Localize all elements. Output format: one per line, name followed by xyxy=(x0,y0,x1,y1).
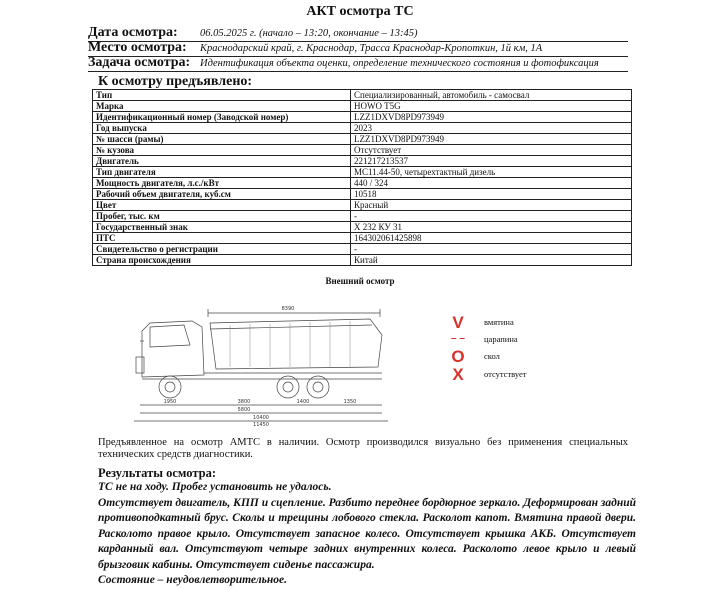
spec-key: Свидетельство о регистрации xyxy=(93,244,351,255)
spec-value: 221217213537 xyxy=(351,156,632,167)
spec-row xyxy=(93,156,632,167)
spec-row xyxy=(93,112,632,123)
truck-cab xyxy=(142,321,204,377)
spec-key: Цвет xyxy=(93,200,351,211)
spec-row xyxy=(93,101,632,112)
dim-label: 1350 xyxy=(343,399,357,405)
missing-x-icon: X xyxy=(452,365,464,384)
spec-value: Китай xyxy=(351,255,632,266)
spec-row xyxy=(93,178,632,189)
dim-label: 10400 xyxy=(253,415,269,421)
spec-value: MC11.44-50, четырехтактный дизель xyxy=(351,167,632,178)
document-title: АКТ осмотра ТС xyxy=(306,4,414,19)
header-value: 06.05.2025 г. (начало – 13:20, окончание – 13:45) xyxy=(200,28,418,39)
spec-key: Мощность двигателя, л.с./кВт xyxy=(93,178,351,189)
spec-value: 164302061425898 xyxy=(351,233,632,244)
spec-row xyxy=(93,167,632,178)
dim-label: 3800 xyxy=(237,399,251,405)
legend-item xyxy=(446,313,566,331)
truck-drawing xyxy=(120,295,410,427)
header-row-task xyxy=(88,56,628,72)
exterior-title: Внешний осмотр xyxy=(325,276,395,286)
spec-value: Отсутствует xyxy=(351,145,632,156)
results-block xyxy=(98,480,636,589)
results-line: Отсутствует двигатель, КПП и сцепление. Разбито переднее бордюрное зеркало. Деформирован задний противоподкатный брус. Сколы и трещины лобового стекла. Расколот капот. Вмятина правой двери. Расколото правое крыло. Отсутствует запасное колесо. Отсутствует крышка АКБ. Отсутствует карданный вал. Отсутствуют четыре задних внутренних колеса. Расколото левое крыло и левый брызговик кабины. Отсутствует сиденье пассажира. xyxy=(98,496,636,571)
header-value: Идентификация объекта оценки, определение технического состояния и фотофиксация xyxy=(200,58,599,69)
spec-value: Специализированный, автомобиль - самосвал xyxy=(351,90,632,101)
spec-key: Рабочий объем двигателя, куб.см xyxy=(93,189,351,200)
spec-row xyxy=(93,233,632,244)
dim-label: 1950 xyxy=(163,399,177,405)
spec-row xyxy=(93,123,632,134)
spec-key: Страна происхождения xyxy=(93,255,351,266)
dim-label: 11450 xyxy=(253,422,269,427)
spec-value: Красный xyxy=(351,200,632,211)
chip-circle-icon: O xyxy=(451,347,465,366)
spec-row xyxy=(93,134,632,145)
legend-text: скол xyxy=(484,351,500,361)
dent-v-icon: V xyxy=(452,313,464,332)
spec-key: Год выпуска xyxy=(93,123,351,134)
legend-item xyxy=(446,330,566,348)
header-label: Задача осмотра: xyxy=(88,55,191,70)
results-title: Результаты осмотра: xyxy=(98,466,216,480)
dump-body xyxy=(210,319,382,369)
spec-key: Двигатель xyxy=(93,156,351,167)
header-value: Краснодарский край, г. Краснодар, Трасса Краснодар-Кропоткин, 1й км, 1А xyxy=(200,43,543,54)
spec-row xyxy=(93,90,632,101)
spec-value: LZZ1DXVD8PD973949 xyxy=(351,134,632,145)
spec-key: № кузова xyxy=(93,145,351,156)
spec-key: Тип xyxy=(93,90,351,101)
spec-key: Тип двигателя xyxy=(93,167,351,178)
spec-row xyxy=(93,211,632,222)
legend-item xyxy=(446,347,566,365)
legend-text: вмятина xyxy=(484,317,514,327)
spec-row xyxy=(93,244,632,255)
legend-text: царапина xyxy=(484,334,518,344)
spec-value: 2023 xyxy=(351,123,632,134)
spec-value: 440 / 324 xyxy=(351,178,632,189)
spec-value: - xyxy=(351,244,632,255)
spec-row xyxy=(93,145,632,156)
spec-key: Марка xyxy=(93,101,351,112)
spec-value: Х 232 КУ 31 xyxy=(351,222,632,233)
spec-key: Идентификационный номер (Заводской номер) xyxy=(93,112,351,123)
dim-label: 8390 xyxy=(281,306,295,312)
legend-item xyxy=(446,365,566,383)
spec-row xyxy=(93,200,632,211)
spec-table xyxy=(92,89,632,266)
section-title: К осмотру предъявлено: xyxy=(98,74,253,89)
spec-row xyxy=(93,255,632,266)
scratch-dashes-icon: – – xyxy=(451,333,465,344)
dim-label: 1400 xyxy=(296,399,310,405)
spec-value: 10518 xyxy=(351,189,632,200)
spec-key: Государственный знак xyxy=(93,222,351,233)
spec-key: № шасси (рамы) xyxy=(93,134,351,145)
header-label: Место осмотра: xyxy=(88,40,187,55)
results-line: ТС не на ходу. Пробег установить не удалось. xyxy=(98,481,332,493)
spec-row xyxy=(93,222,632,233)
dim-label: 5800 xyxy=(237,407,251,413)
header-label: Дата осмотра: xyxy=(88,25,178,40)
results-line: Состояние – неудовлетворительное. xyxy=(98,574,288,586)
spec-key: ПТС xyxy=(93,233,351,244)
spec-value: - xyxy=(351,211,632,222)
legend-text: отсутствует xyxy=(484,369,527,379)
spec-value: HOWO T5G xyxy=(351,101,632,112)
inspection-note: Предъявленное на осмотр АМТС в наличии. Осмотр производился визуально без применения специальных технических средств диагностики. xyxy=(98,437,628,460)
spec-value: LZZ1DXVD8PD973949 xyxy=(351,112,632,123)
spec-key: Пробег, тыс. км xyxy=(93,211,351,222)
spec-row xyxy=(93,189,632,200)
